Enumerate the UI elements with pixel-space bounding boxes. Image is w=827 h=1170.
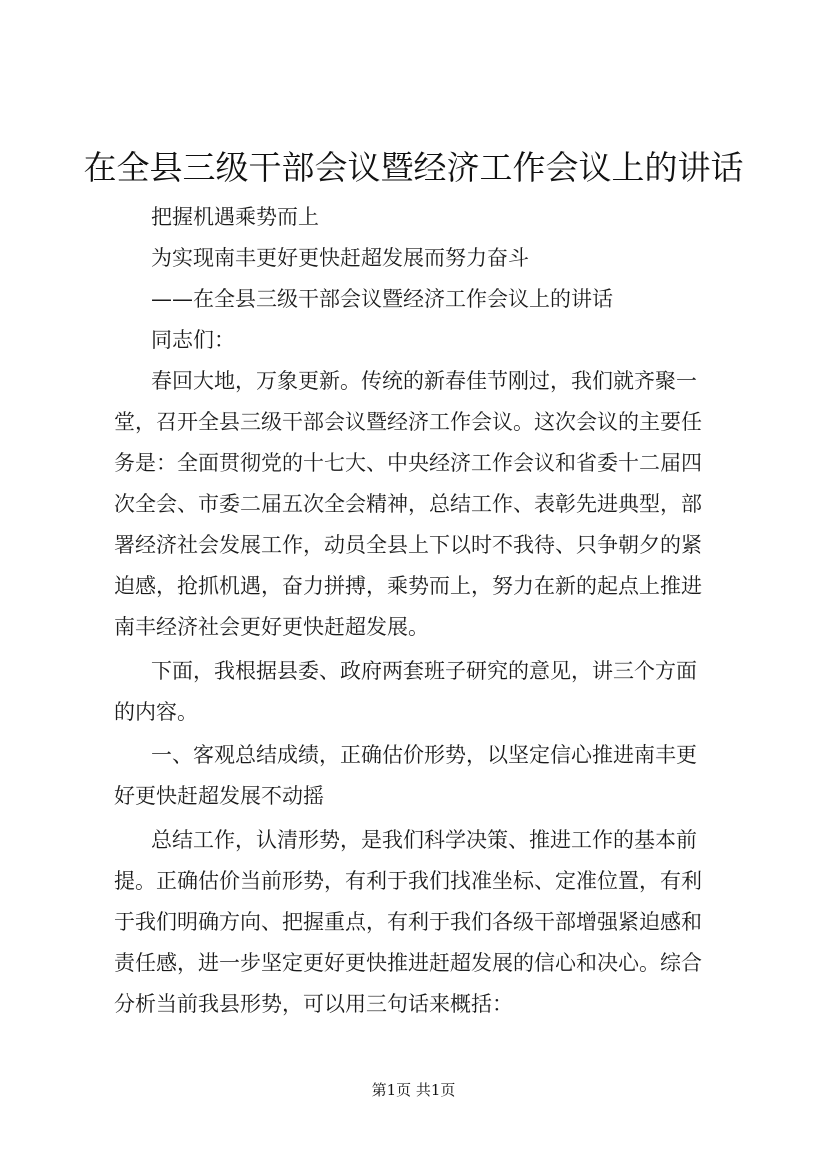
paragraph-line: 于我们明确方向、把握重点，有利于我们各级干部增强紧迫感和 <box>114 910 702 934</box>
section-heading-line: 一、客观总结成绩，正确估价形势，以坚定信心推进南丰更 <box>151 743 697 767</box>
document-title: 在全县三级干部会议暨经济工作会议上的讲话 <box>83 148 744 187</box>
paragraph-line: 总结工作，认清形势，是我们科学决策、推进工作的基本前 <box>151 828 697 852</box>
paragraph-line: 南丰经济社会更好更快赶超发展。 <box>114 615 429 639</box>
paragraph-line: 署经济社会发展工作，动员全县上下以时不我待、只争朝夕的紧 <box>114 533 702 557</box>
paragraph-line: 的内容。 <box>114 700 198 724</box>
paragraph-line: 堂，召开全县三级干部会议暨经济工作会议。这次会议的主要任 <box>114 410 702 434</box>
paragraph-line: 提。正确估价当前形势，有利于我们找准坐标、定准位置，有利 <box>114 869 702 893</box>
subtitle-line: 把握机遇乘势而上 <box>151 205 319 229</box>
paragraph-line: 分析当前我县形势，可以用三句话来概括： <box>114 992 513 1016</box>
salutation: 同志们： <box>151 328 235 352</box>
document-body <box>114 0 726 1170</box>
paragraph-line: 次全会、市委二届五次全会精神，总结工作、表彰先进典型，部 <box>114 492 702 516</box>
paragraph-line: 责任感，进一步坚定更好更快推进赶超发展的信心和决心。综合 <box>114 951 702 975</box>
paragraph-line: 务是：全面贯彻党的十七大、中央经济工作会议和省委十二届四 <box>114 451 702 475</box>
paragraph-line: 春回大地，万象更新。传统的新春佳节刚过，我们就齐聚一 <box>151 369 697 393</box>
subtitle-line: ——在全县三级干部会议暨经济工作会议上的讲话 <box>151 287 613 311</box>
section-heading-line: 好更快赶超发展不动摇 <box>114 784 324 808</box>
paragraph-line: 下面，我根据县委、政府两套班子研究的意见，讲三个方面 <box>151 659 697 683</box>
subtitle-line: 为实现南丰更好更快赶超发展而努力奋斗 <box>151 246 529 270</box>
paragraph-line: 迫感，抢抓机遇，奋力拼搏，乘势而上，努力在新的起点上推进 <box>114 574 702 598</box>
page-footer: 第1页 共1页 <box>371 1081 456 1099</box>
